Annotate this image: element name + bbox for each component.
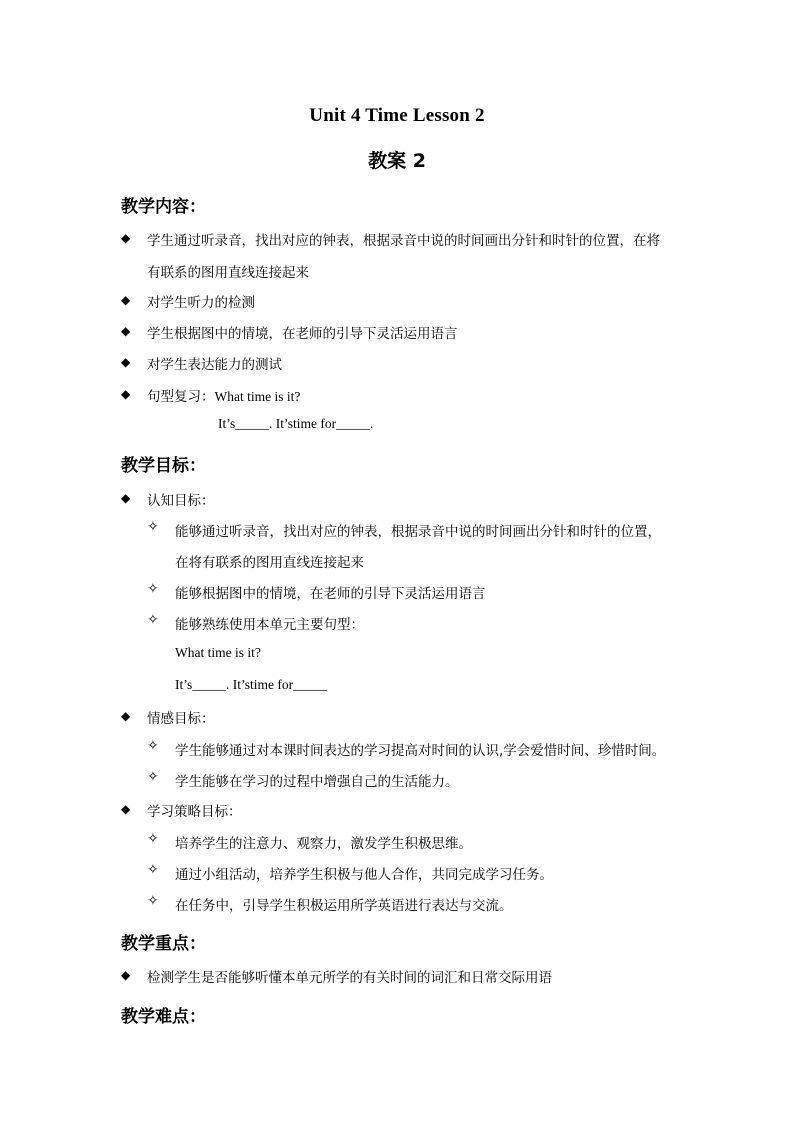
section-heading-objectives: 教学目标： [121, 456, 206, 476]
diamond-bullet-icon: ◆ [121, 968, 131, 982]
section-heading-difficulties: 教学难点： [121, 1007, 206, 1027]
star-bullet-icon: ✧ [147, 519, 159, 535]
strategy-item-3: 在任务中，引导学生积极运用所学英语进行表达与交流。 [175, 898, 513, 914]
strategy-item-2: 通过小组活动，培养学生积极与他人合作，共同完成学习任务。 [175, 867, 553, 883]
cognitive-item-2: 能够根据图中的情境，在老师的引导下灵活运用语言 [175, 586, 486, 602]
star-bullet-icon: ✧ [147, 893, 159, 909]
star-bullet-icon: ✧ [147, 612, 159, 628]
cognitive-item-1-line-2: 在将有联系的图用直线连接起来 [175, 555, 364, 571]
cognitive-objective-label: 认知目标： [147, 493, 215, 509]
strategy-objective-label: 学习策略目标： [147, 804, 242, 820]
star-bullet-icon: ✧ [147, 862, 159, 878]
content-item-1-line-2: 有联系的图用直线连接起来 [147, 265, 309, 281]
diamond-bullet-icon: ◆ [121, 324, 131, 338]
content-item-2: 对学生听力的检测 [147, 295, 255, 311]
content-item-3: 学生根据图中的情境，在老师的引导下灵活运用语言 [147, 326, 458, 342]
content-item-1-line-1: 学生通过听录音，找出对应的钟表，根据录音中说的时间画出分针和时针的位置，在将 [147, 233, 660, 249]
cognitive-item-3: 能够熟练使用本单元主要句型： [175, 617, 364, 633]
sentence-answer: It’s_____. It’stime for_____. [218, 416, 374, 431]
cognitive-item-1-line-1: 能够通过听录音，找出对应的钟表，根据录音中说的时间画出分针和时针的位置， [175, 524, 661, 540]
diamond-bullet-icon: ◆ [121, 293, 131, 307]
star-bullet-icon: ✧ [147, 769, 159, 785]
star-bullet-icon: ✧ [147, 738, 159, 754]
diamond-bullet-icon: ◆ [121, 709, 131, 723]
strategy-item-1: 培养学生的注意力、观察力，激发学生积极思维。 [175, 836, 472, 852]
key-point-item-1: 检测学生是否能够听懂本单元所学的有关时间的词汇和日常交际用语 [147, 970, 552, 986]
diamond-bullet-icon: ◆ [121, 231, 131, 245]
cognitive-sentence-question: What time is it? [175, 645, 261, 660]
document-subtitle: 教案 2 [368, 150, 426, 172]
diamond-bullet-icon: ◆ [121, 491, 131, 505]
sentence-review-label: 句型复习： [147, 389, 215, 405]
cognitive-sentence-answer: It’s_____. It’stime for_____ [175, 677, 327, 692]
section-heading-content: 教学内容： [121, 197, 206, 217]
diamond-bullet-icon: ◆ [121, 355, 131, 369]
section-heading-key-points: 教学重点： [121, 934, 206, 954]
content-item-5 [147, 385, 300, 405]
affective-objective-label: 情感目标： [147, 711, 215, 727]
sentence-question: What time is it? [214, 389, 301, 404]
affective-item-2: 学生能够在学习的过程中增强自己的生活能力。 [175, 774, 459, 790]
diamond-bullet-icon: ◆ [121, 387, 131, 401]
document-title: Unit 4 Time Lesson 2 [309, 105, 485, 126]
star-bullet-icon: ✧ [147, 581, 159, 597]
diamond-bullet-icon: ◆ [121, 802, 131, 816]
content-item-4: 对学生表达能力的测试 [147, 357, 282, 373]
affective-item-1: 学生能够通过对本课时间表达的学习提高对时间的认识,学会爱惜时间、珍惜时间。 [175, 743, 666, 759]
star-bullet-icon: ✧ [147, 831, 159, 847]
